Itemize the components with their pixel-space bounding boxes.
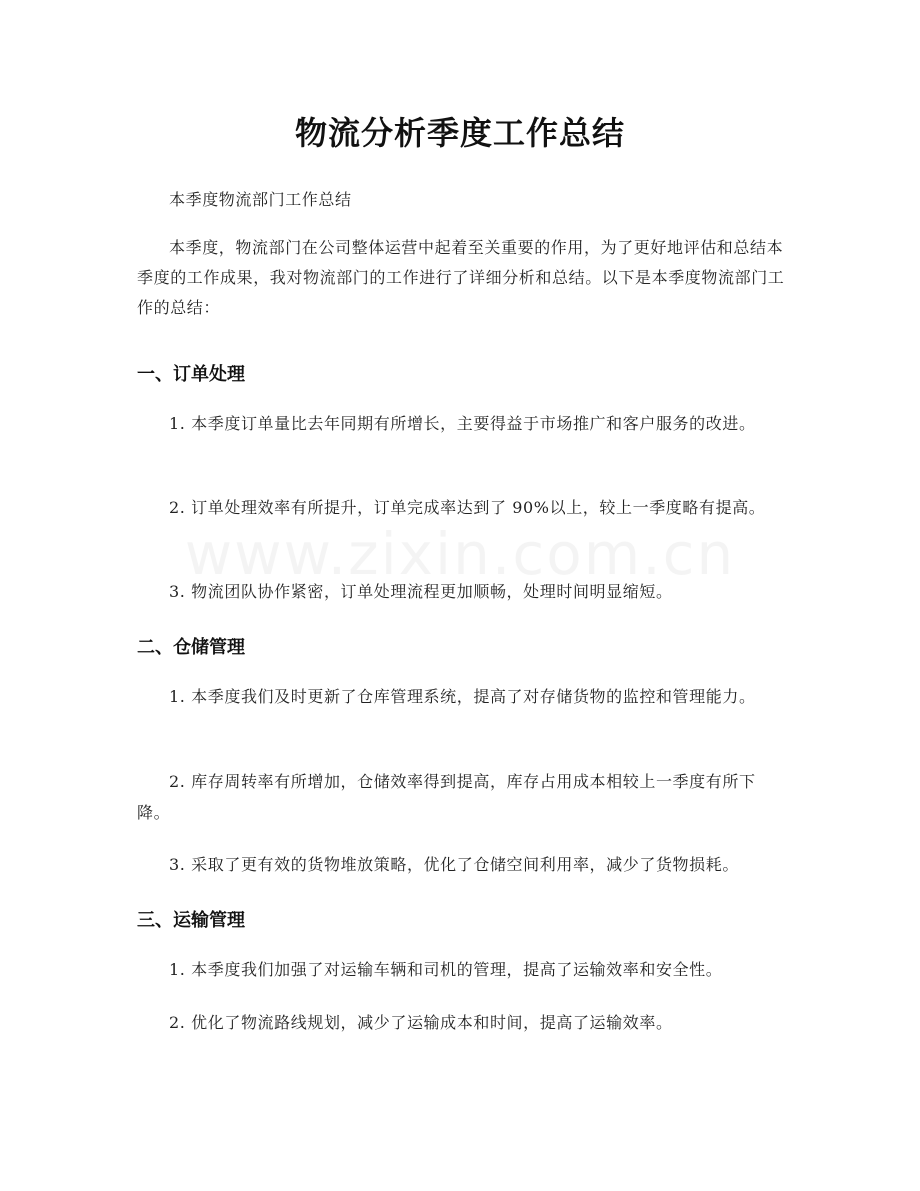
list-item: 2. 优化了物流路线规划，减少了运输成本和时间，提高了运输效率。 bbox=[169, 1013, 673, 1032]
list-item: 3. 采取了更有效的货物堆放策略，优化了仓储空间利用率，减少了货物损耗。 bbox=[169, 855, 739, 874]
list-item: 1. 本季度我们及时更新了仓库管理系统，提高了对存储货物的监控和管理能力。 bbox=[169, 687, 756, 706]
section-heading-warehouse-management: 二、仓储管理 bbox=[137, 637, 245, 658]
intro-paragraph: 本季度，物流部门在公司整体运营中起着至关重要的作用，为了更好地评估和总结本季度的工作成果，我对物流部门的工作进行了详细分析和总结。以下是本季度物流部门工作的总结： bbox=[137, 238, 785, 317]
section-heading-order-processing: 一、订单处理 bbox=[137, 364, 245, 385]
document-subtitle: 本季度物流部门工作总结 bbox=[169, 190, 352, 209]
list-item: 2. 订单处理效率有所提升，订单完成率达到了 90%以上，较上一季度略有提高。 bbox=[169, 498, 766, 517]
document-title: 物流分析季度工作总结 bbox=[294, 114, 625, 152]
list-item: 1. 本季度我们加强了对运输车辆和司机的管理，提高了运输效率和安全性。 bbox=[169, 960, 723, 979]
list-item: 1. 本季度订单量比去年同期有所增长，主要得益于市场推广和客户服务的改进。 bbox=[169, 414, 756, 433]
section-heading-transport-management: 三、运输管理 bbox=[137, 910, 245, 931]
list-item: 2. 库存周转率有所增加，仓储效率得到提高，库存占用成本相较上一季度有所下降。 bbox=[137, 772, 756, 822]
list-item: 3. 物流团队协作紧密，订单处理流程更加顺畅，处理时间明显缩短。 bbox=[169, 582, 673, 601]
